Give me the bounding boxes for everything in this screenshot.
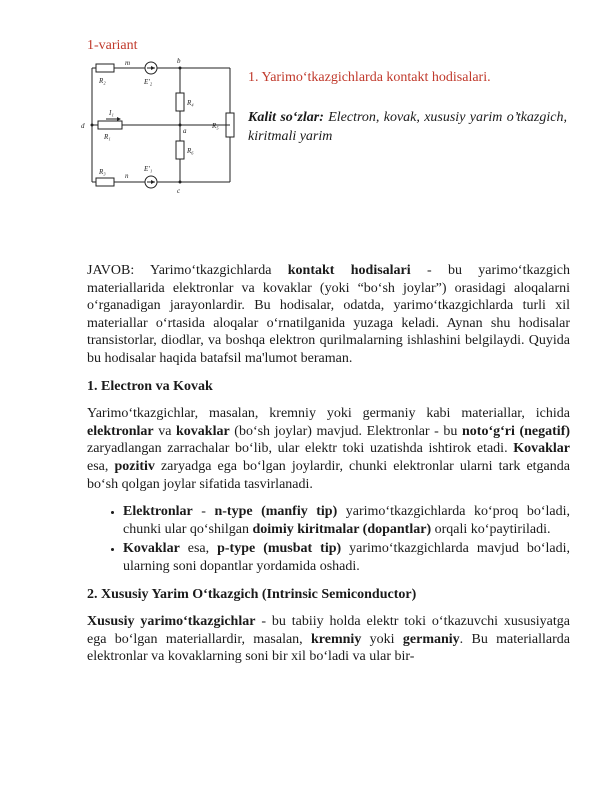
label-r2: R₂: [99, 77, 106, 85]
s1-bold-b: elektronlar: [87, 423, 154, 439]
resistor-r3: [96, 178, 114, 186]
bullet-list: [87, 503, 570, 575]
label-m: m: [125, 59, 131, 67]
b2-bold-a: Kovaklar: [123, 541, 180, 557]
b2-text-b: esa,: [179, 541, 218, 557]
label-e2: E′₂: [144, 78, 153, 86]
s2-bold-e: germaniy: [402, 631, 460, 647]
section2-paragraph: [87, 613, 570, 666]
keywords-label: Kalit so‘zlar:: [248, 110, 324, 125]
keywords: [248, 108, 567, 146]
resistor-r2: [96, 64, 114, 72]
s2-text-f: . Bu materiallarda elektronlar va kovaklarning soni bir xil bo‘ladi va ular bir-: [87, 631, 570, 665]
section-heading-1: 1. Electron va Kovak: [87, 378, 213, 394]
question-title: 1. Yarimo‘tkazgichlarda kontakt hodisalari.: [248, 70, 491, 85]
section-heading-2: 2. Xususiy Yarim O‘tkazgich (Intrinsic Semiconductor): [87, 586, 417, 602]
answer-body: [87, 262, 570, 676]
answer-paragraph: [87, 262, 570, 368]
label-r6: R₆: [187, 147, 194, 155]
b1-text-b: -: [192, 504, 215, 520]
s1-text-a: Yarimo‘tkazgichlar, masalan, kremniy yoki germaniy kabi materiallar, ichida: [87, 406, 570, 422]
b1-text-f: orqali ko‘paytiriladi.: [431, 521, 551, 537]
answer-text-1: JAVOB: Yarimo‘tkazgichlarda: [87, 263, 288, 278]
s2-bold-c: kremniy: [311, 631, 362, 647]
label-e1: E′₁: [144, 165, 153, 173]
answer-text-2: - bu yarimo‘tkazgich materiallarida elektronlar va kovaklar (yoki “bo‘sh joylar”) orasidagi aloqalarni o‘rganadigan jarayonlardir. Bu hodisalar, odatda, yarimo‘tkazgichlarda turli xil materiallar o‘rtasida aloqalar o‘rnatilganida yuzaga keladi. Aynan shu hodisalar transistorlar, diodlar, va boshqa elektron qurilmalarning ishlashini belgilaydi. Quyida bu hodisalar haqida batafsil ma'lumot beraman.: [87, 263, 571, 366]
label-c: c: [177, 187, 181, 195]
s1-text-k: zaryadga ega bo‘lgan joylardir, chunki elektronlar ularni tark etganda bo‘sh qolgan joylar sifatida tasvirlanadi.: [87, 458, 570, 492]
s2-bold-a: Xususiy yarimo‘tkazgichlar: [87, 614, 256, 630]
b1-bold-a: Elektronlar: [123, 504, 193, 520]
resistor-r1: [98, 121, 122, 129]
label-r5: R₅: [212, 122, 219, 130]
s1-text-i: esa,: [87, 458, 115, 474]
b1-bold-e: doimiy kiritmalar (dopantlar): [252, 521, 432, 537]
variant-label: 1-variant: [87, 38, 138, 53]
s1-bold-f: noto‘g‘ri (negatif): [462, 423, 571, 439]
s1-text-g: zaryadlangan zarrachalar bo‘lib, ular elektr toki uzatishda ishtirok etadi.: [87, 441, 514, 457]
s2-text-d: yoki: [361, 631, 403, 647]
s2-text-b: - bu tabiiy holda elektr toki o‘tkazuvchi xususiyatga ega bo‘lgan materiallardir, masalan,: [87, 614, 570, 647]
list-item: [123, 540, 570, 575]
s1-bold-h: Kovaklar: [513, 441, 570, 457]
b1-text-d: yarimo‘tkazgichlarda ko‘proq bo‘ladi, chunki ular qo‘shilgan: [123, 504, 571, 537]
answer-bold-1: kontakt hodisalari: [287, 263, 411, 278]
label-r3: R₃: [99, 168, 106, 176]
b2-text-d: yarimo‘tkazgichlarda mavjud bo‘ladi, ularning soni dopantlar yordamida oshadi.: [123, 541, 570, 574]
label-r1: R₁: [104, 133, 111, 141]
s1-text-e: (bo‘sh joylar) mavjud. Elektronlar - bu: [229, 423, 463, 439]
label-b: b: [177, 57, 181, 65]
s1-bold-d: kovaklar: [176, 423, 230, 439]
list-item: [123, 503, 570, 538]
b2-bold-c: p-type (musbat tip): [217, 541, 342, 557]
label-d: d: [81, 122, 85, 130]
section1-paragraph: [87, 405, 570, 493]
label-r4: R₄: [187, 99, 194, 107]
label-i1: I₁: [109, 109, 114, 117]
s1-text-c: va: [153, 423, 177, 439]
label-a: a: [183, 127, 187, 135]
keywords-text: Electron, kovak, xususiy yarim o’tkazgich, kiritmali yarim: [248, 110, 567, 144]
s1-bold-j: pozitiv: [114, 458, 155, 474]
b1-bold-c: n-type (manfiy tip): [214, 504, 338, 520]
label-n: n: [125, 172, 129, 180]
resistor-r6: [176, 141, 184, 159]
circuit-diagram: [80, 55, 240, 195]
resistor-r4: [176, 93, 184, 111]
